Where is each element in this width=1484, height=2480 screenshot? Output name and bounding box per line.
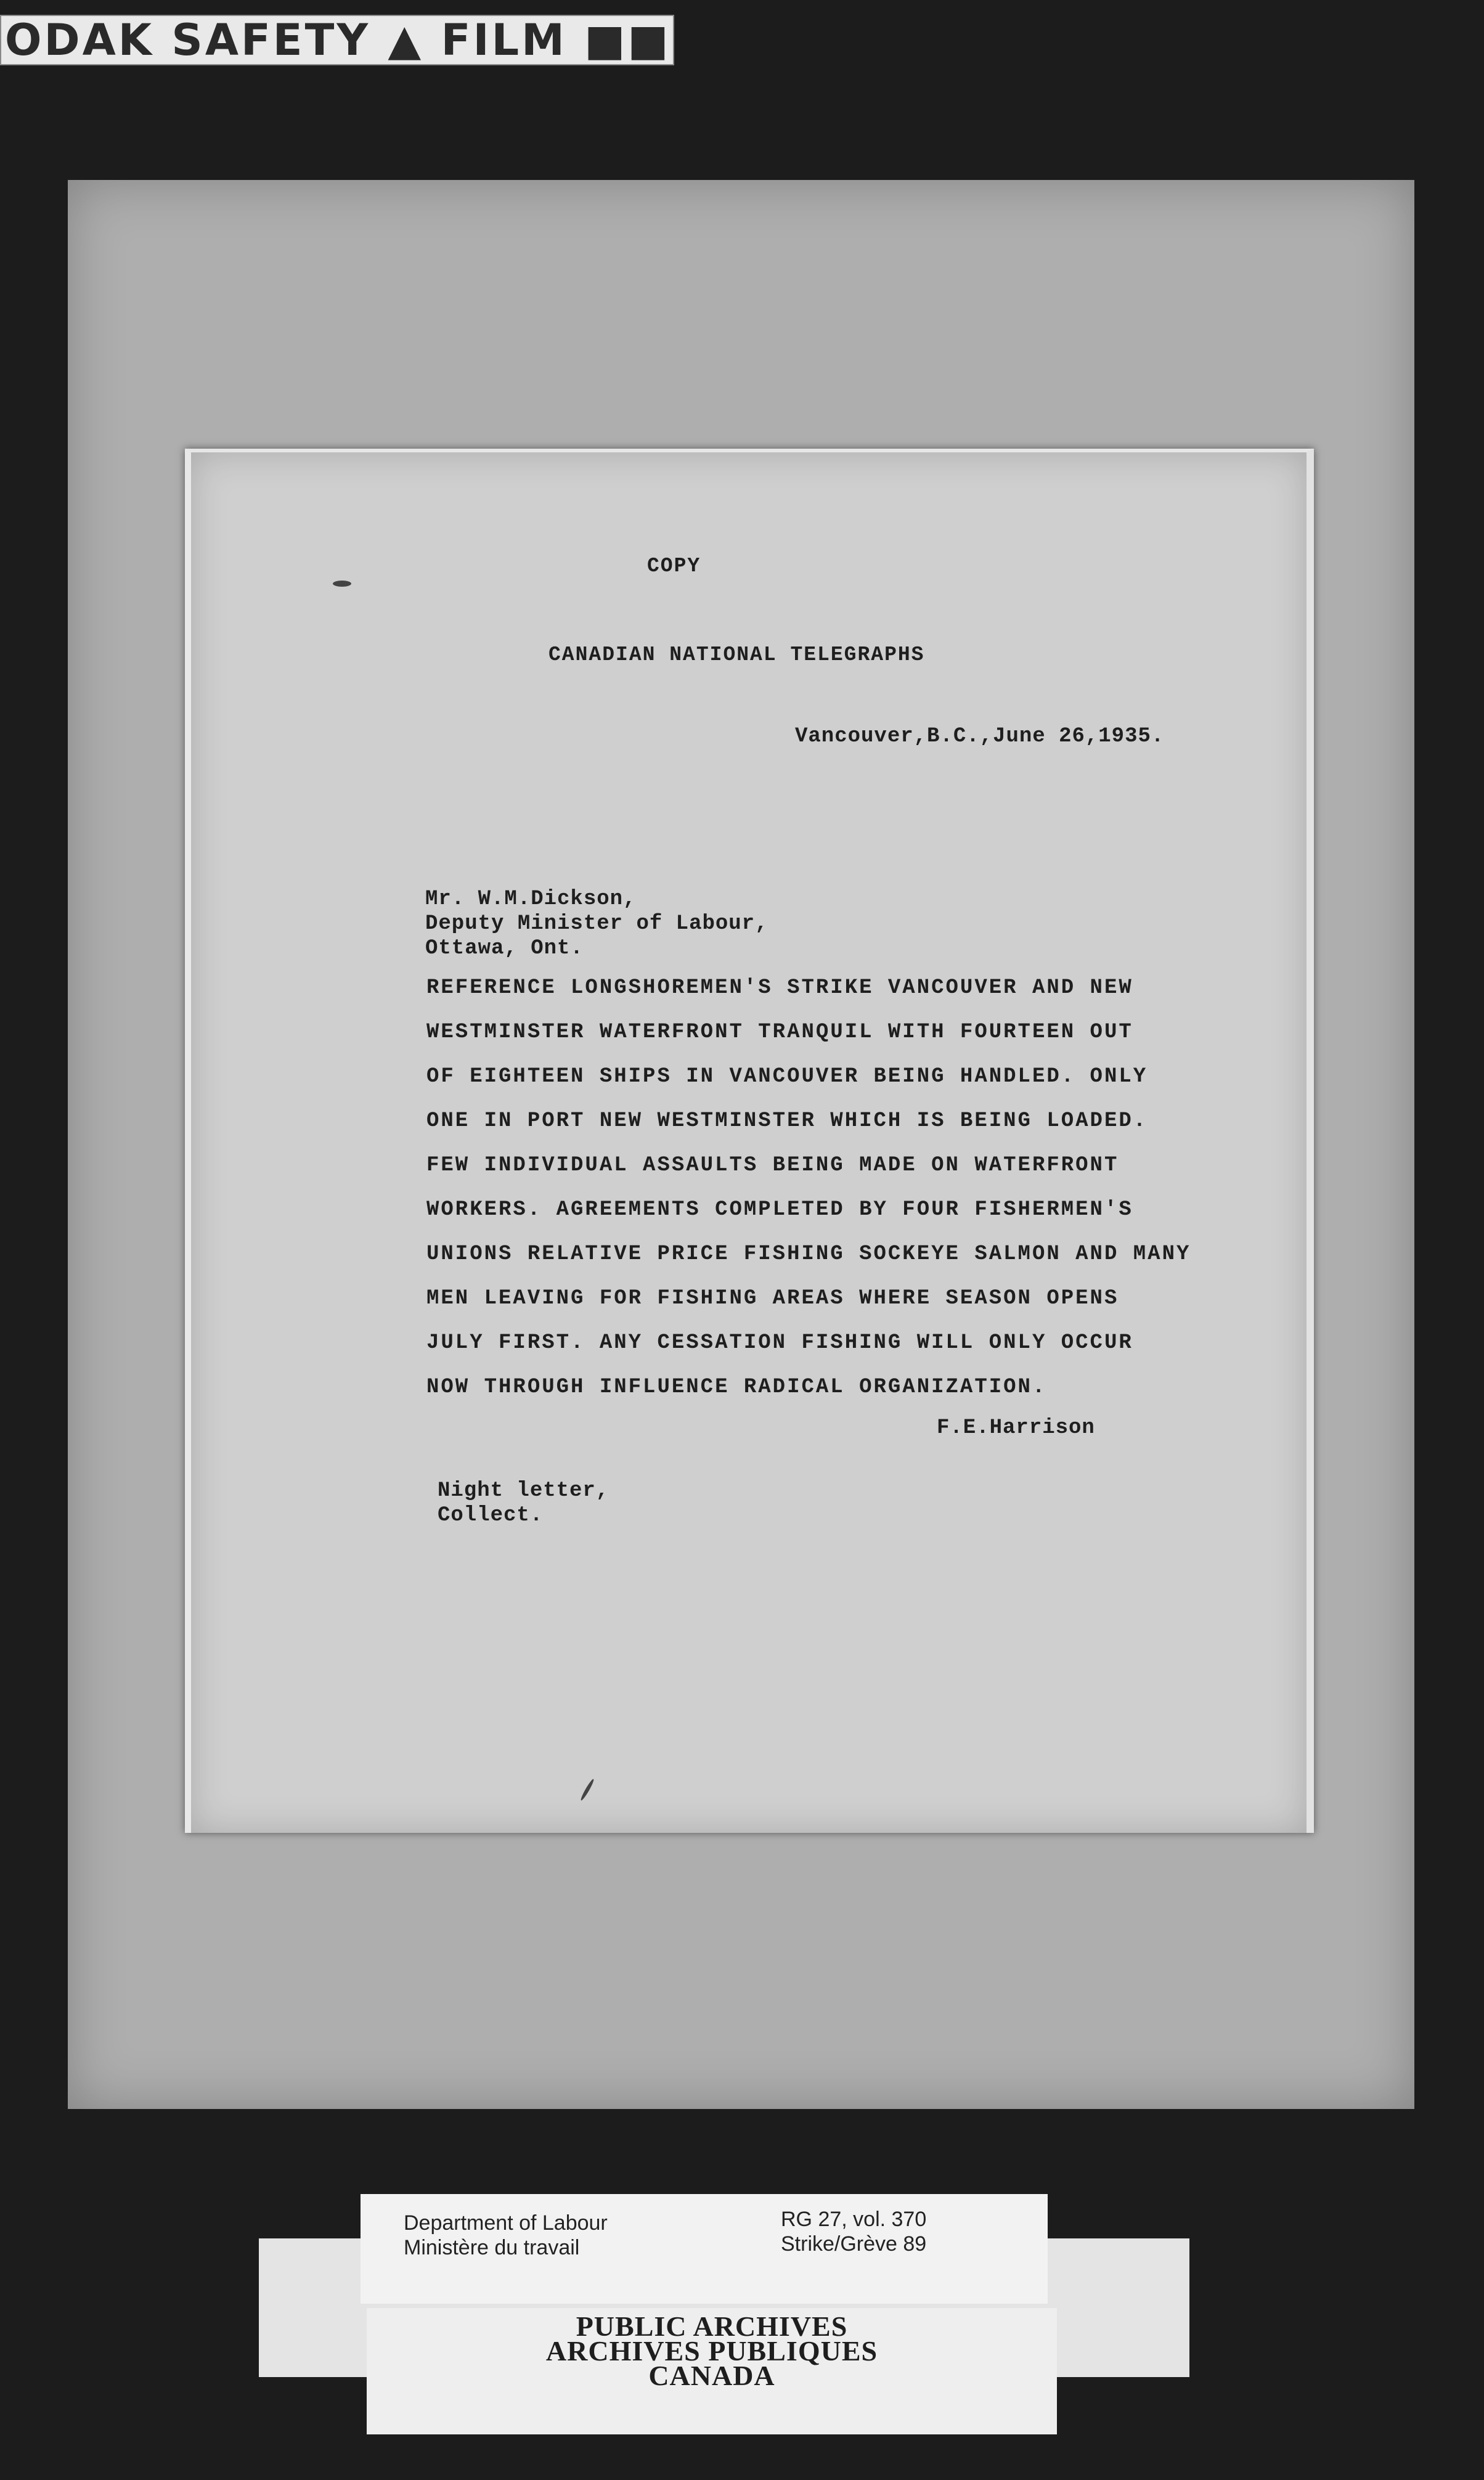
strike-file-ref: Strike/Grève 89 [781, 2232, 927, 2256]
film-edge-text: ODAK SAFETY ▲ FILM ■■ [5, 15, 671, 65]
recipient-line: Deputy Minister of Labour, [425, 912, 768, 936]
message-line: FEW INDIVIDUAL ASSAULTS BEING MADE ON WATERFRONT [426, 1154, 1119, 1177]
stamp-line: CANADA [648, 2360, 775, 2391]
place-date: Vancouver,B.C.,June 26,1935. [795, 725, 1165, 748]
stamp-line: PUBLIC ARCHIVES [576, 2311, 848, 2342]
film-edge-strip [0, 15, 674, 65]
record-group-ref: RG 27, vol. 370 [781, 2208, 927, 2231]
message-line: UNIONS RELATIVE PRICE FISHING SOCKEYE SALMON AND MANY [426, 1242, 1191, 1266]
company-heading: CANADIAN NATIONAL TELEGRAPHS [548, 643, 925, 666]
footer-note: Night letter, [438, 1479, 610, 1503]
paper-blemish [333, 581, 351, 587]
recipient-line: Mr. W.M.Dickson, [425, 887, 637, 911]
stamp-line: ARCHIVES PUBLIQUES [545, 2335, 878, 2367]
paper-blemish [579, 1778, 595, 1801]
archive-label-card [361, 2194, 1048, 2304]
signature: F.E.Harrison [937, 1416, 1095, 1440]
message-line: REFERENCE LONGSHOREMEN'S STRIKE VANCOUVER AND NEW [426, 976, 1133, 1000]
message-line: MEN LEAVING FOR FISHING AREAS WHERE SEASON OPENS [426, 1287, 1119, 1310]
message-line: NOW THROUGH INFLUENCE RADICAL ORGANIZATION. [426, 1376, 1047, 1399]
message-line: WESTMINSTER WATERFRONT TRANQUIL WITH FOURTEEN OUT [426, 1021, 1133, 1044]
dept-french: Ministère du travail [404, 2236, 580, 2259]
dept-english: Department of Labour [404, 2211, 608, 2235]
telegram-sheet [185, 449, 1314, 1833]
message-line: OF EIGHTEEN SHIPS IN VANCOUVER BEING HANDLED. ONLY [426, 1065, 1148, 1088]
footer-note: Collect. [438, 1504, 544, 1527]
recipient-line: Ottawa, Ont. [425, 937, 584, 960]
public-archives-stamp [367, 2311, 1057, 2391]
message-line: JULY FIRST. ANY CESSATION FISHING WILL ONLY OCCUR [426, 1331, 1133, 1355]
message-line: WORKERS. AGREEMENTS COMPLETED BY FOUR FISHERMEN'S [426, 1198, 1133, 1222]
message-line: ONE IN PORT NEW WESTMINSTER WHICH IS BEING LOADED. [426, 1109, 1148, 1133]
copy-label: COPY [647, 555, 701, 577]
